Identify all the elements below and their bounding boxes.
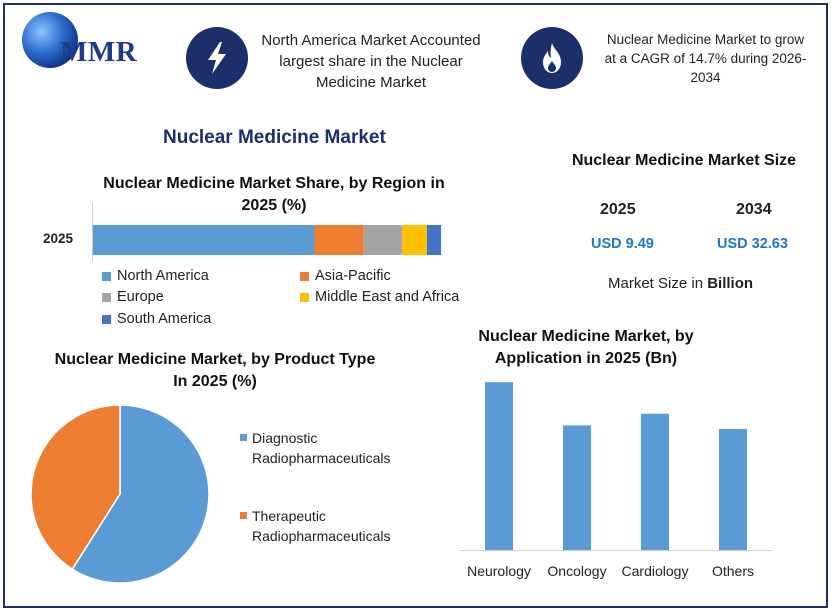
flame-icon: [521, 27, 583, 89]
legend-swatch-therapeutic: [240, 512, 247, 519]
application-tick-oncology: Oncology: [547, 563, 607, 579]
region-bar-south-america: [427, 225, 441, 255]
legend-label-north-america: North America: [117, 268, 209, 284]
region-bar-asia-pacific: [314, 225, 363, 255]
market-size-note-unit: Billion: [707, 275, 754, 292]
application-tick-cardiology: Cardiology: [621, 563, 689, 579]
legend-swatch-mea: [300, 293, 309, 302]
market-size-note-prefix: Market Size in: [608, 275, 708, 292]
legend-label-diagnostic-line1: Diagnostic: [252, 430, 318, 446]
product-pie-chart: [28, 402, 212, 586]
legend-label-diagnostic-line2: Radiopharmaceuticals: [252, 450, 391, 466]
legend-asia-pacific: [300, 268, 391, 284]
application-tick-neurology: Neurology: [467, 563, 531, 579]
region-bar-europe: [364, 225, 403, 255]
product-chart-title: Nuclear Medicine Market, by Product Type In 2025 (%): [54, 351, 376, 390]
legend-label-therapeutic-line1: Therapeutic: [252, 508, 326, 524]
application-bar-others: [719, 429, 747, 550]
region-stacked-bar-chart: [88, 200, 448, 264]
legend-label-asia-pacific: Asia-Pacific: [315, 268, 391, 284]
legend-swatch-asia-pacific: [300, 272, 309, 281]
application-bar-neurology: [485, 382, 513, 550]
market-size-note: [608, 275, 753, 292]
legend-south-america: [102, 311, 211, 327]
region-chart-title: Nuclear Medicine Market Share, by Region in 2025 (%): [103, 175, 445, 214]
legend-label-therapeutic-line2: Radiopharmaceuticals: [252, 528, 391, 544]
legend-label-europe: Europe: [117, 289, 164, 305]
application-bar-chart: [452, 372, 772, 584]
application-tick-others: Others: [711, 563, 755, 579]
legend-swatch-north-america: [102, 272, 111, 281]
banner-north-america: North America Market Accounted largest share in the Nuclear Medicine Market: [261, 32, 481, 91]
legend-swatch-europe: [102, 293, 111, 302]
legend-label-south-america: South America: [117, 311, 212, 327]
legend-diagnostic: [240, 428, 391, 468]
market-size-year-2025: 2025: [600, 201, 636, 218]
legend-swatch-diagnostic: [240, 434, 247, 441]
application-bar-cardiology: [641, 414, 669, 550]
page-title: Nuclear Medicine Market: [163, 127, 386, 148]
legend-label-mea: Middle East and Africa: [315, 289, 460, 305]
legend-europe: [102, 289, 164, 305]
region-bar-middle-east-and-africa: [402, 225, 427, 255]
banner-cagr: Nuclear Medicine Market to grow at a CAGR of 14.7% during 2026-2034: [604, 32, 807, 85]
legend-north-america: [102, 268, 209, 284]
market-size-value-2025: USD 9.49: [591, 236, 654, 252]
legend-mea: [300, 289, 459, 305]
application-chart-title: Nuclear Medicine Market, by Application in 2025 (Bn): [478, 328, 694, 367]
legend-therapeutic: [240, 506, 391, 546]
market-size-value-2034: USD 32.63: [717, 236, 788, 252]
logo-text: MMR: [60, 36, 138, 68]
application-bar-oncology: [563, 425, 591, 550]
market-size-year-2034: 2034: [736, 201, 772, 218]
region-chart-category-label: 2025: [43, 231, 74, 246]
lightning-icon: [186, 27, 248, 89]
legend-swatch-south-america: [102, 315, 111, 324]
region-bar-north-america: [93, 225, 314, 255]
market-size-title: Nuclear Medicine Market Size: [571, 152, 797, 169]
